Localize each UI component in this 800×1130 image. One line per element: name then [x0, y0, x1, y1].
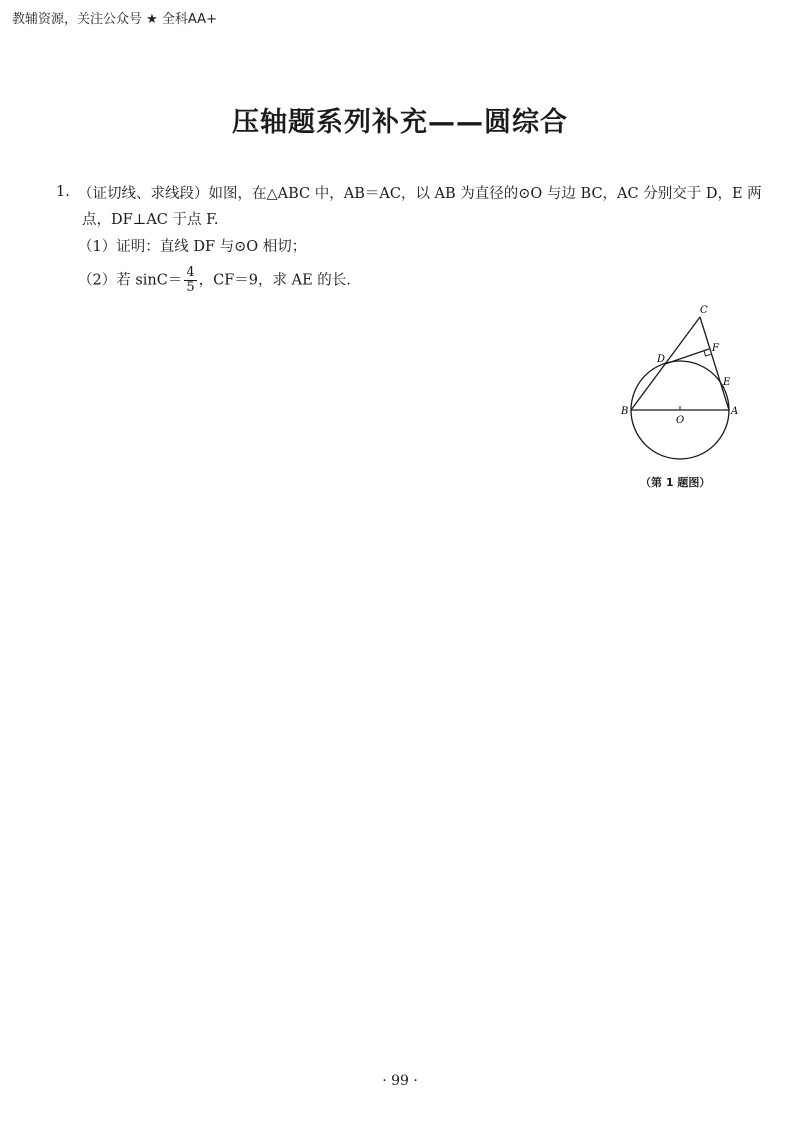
problem-part-2 — [78, 266, 351, 295]
page-title: 压轴题系列补充——圆综合 — [232, 107, 568, 138]
part2-suffix: ，CF＝9，求 AE 的长. — [198, 272, 351, 289]
fraction-four-fifths — [184, 266, 196, 295]
right-angle-mark — [704, 351, 711, 356]
label-b: B — [621, 406, 629, 417]
label-d: D — [657, 354, 666, 365]
segment-ca — [700, 317, 729, 410]
problem-line-1: （证切线、求线段）如图，在△ABC 中，AB＝AC，以 AB 为直径的⊙O 与边 BC，AC 分别交于 D，E 两 — [78, 186, 762, 202]
geometry-figure — [612, 300, 752, 470]
label-c: C — [700, 305, 708, 316]
figure-caption: （第 1 题图） — [640, 476, 711, 489]
label-a: A — [731, 406, 739, 417]
question-number: 1. — [56, 184, 70, 200]
fraction-denominator: 5 — [186, 280, 195, 295]
label-o: O — [676, 415, 685, 426]
problem-line-2: 点，DF⊥AC 于点 F. — [82, 212, 219, 228]
part2-prefix: （2）若 sinC＝ — [78, 272, 183, 289]
label-f: F — [712, 343, 719, 354]
page-number: · 99 · — [382, 1073, 418, 1089]
fraction-numerator: 4 — [186, 265, 195, 280]
problem-part-1: （1）证明：直线 DF 与⊙O 相切； — [78, 239, 307, 255]
label-e: E — [723, 377, 731, 388]
header-note: 教辅资源，关注公众号 ★ 全科AA+ — [12, 12, 217, 27]
